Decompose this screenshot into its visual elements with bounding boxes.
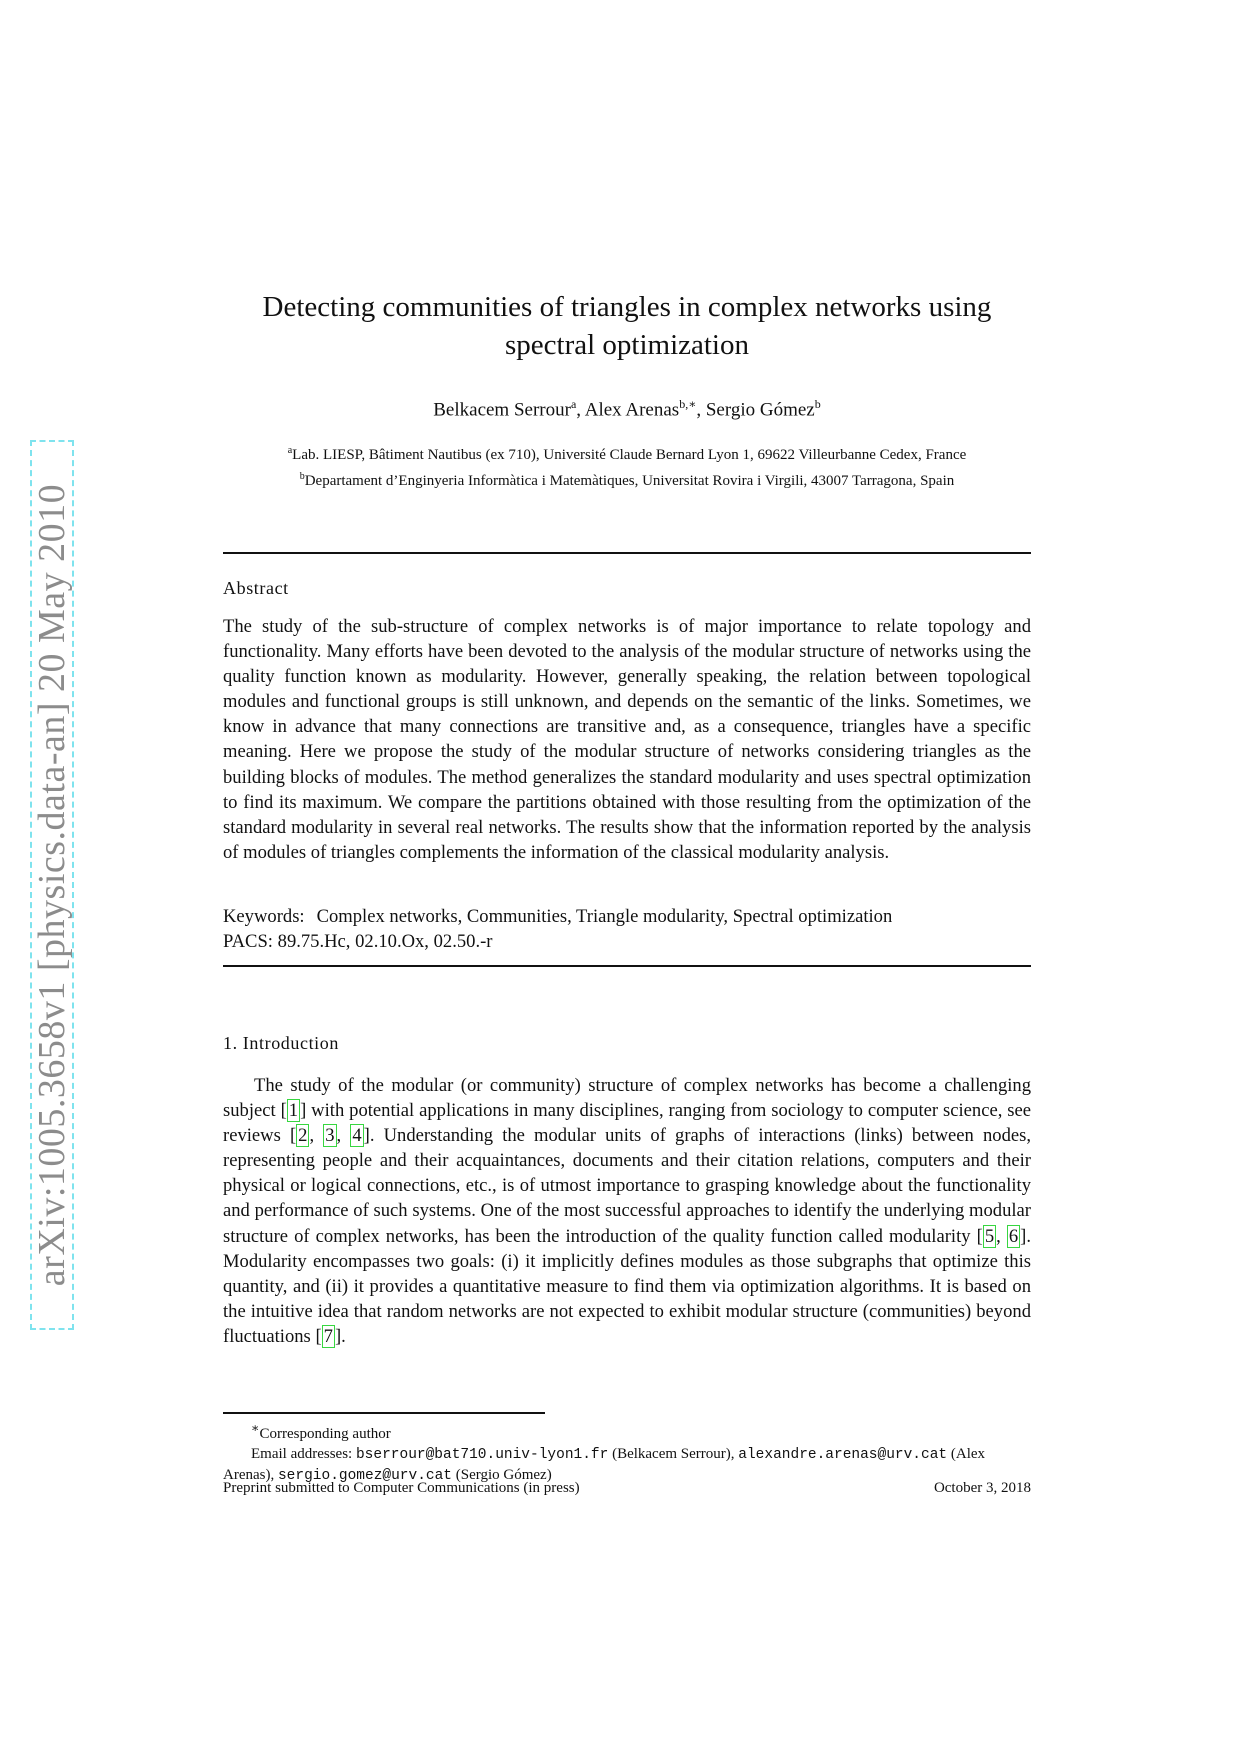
abstract-heading: Abstract — [223, 578, 289, 598]
author-separator: , — [576, 399, 585, 421]
author-name: Alex Arenas — [584, 399, 680, 421]
keywords-text: Complex networks, Communities, Triangle modularity, Spectral optimization — [316, 906, 893, 927]
citation-link[interactable]: 4 — [352, 1125, 362, 1147]
pacs-label: PACS: — [223, 931, 273, 952]
email-label: Email addresses: — [251, 1446, 353, 1462]
email-link[interactable]: sergio.gomez@urv.cat — [277, 1468, 453, 1484]
email-owner: (Sergio Gómez) — [455, 1467, 552, 1483]
citation-link[interactable]: 7 — [323, 1325, 333, 1347]
paper-title — [223, 288, 1031, 364]
affiliation-mark: a — [287, 445, 293, 456]
author-affil-mark: b,∗ — [679, 397, 697, 411]
author-separator: , — [696, 399, 706, 421]
citation-link[interactable]: 1 — [288, 1100, 299, 1122]
pacs-line — [223, 929, 1031, 954]
intro-text: . Modularity encompasses two goals: (i) it implicitly defines modules as those subgraphs that optimize this quantity, and (ii) it provides a quantitative measure to find them via optimization algorithms. It is based on the intuitive idea that random networks are not expected to exhibit modular structure (communities) beyond fluctuations — [223, 1225, 1031, 1347]
corresponding-author-note — [223, 1418, 1031, 1444]
preprint-note: Preprint submitted to Computer Communications (in press) — [223, 1480, 580, 1496]
citation-link[interactable]: 5 — [984, 1225, 995, 1247]
intro-text: . Understanding the modular units of graphs of interactions (links) between nodes, representing people and their acquaintances, documents and their citation relations, computers and their physical or logical connections, etc., is of utmost importance to grasping knowledge about the functionality and performance of such systems. One of the most successful approaches to identify the underlying modular structure of complex networks, has been the introduction of the quality function called modularity — [223, 1125, 1031, 1247]
email-link[interactable]: alexandre.arenas@urv.cat — [738, 1447, 948, 1463]
title-line-2: spectral optimization — [504, 329, 749, 361]
introduction-heading: 1. Introduction — [223, 1033, 339, 1053]
email-owner: (Alex Arenas), — [223, 1446, 986, 1483]
footer-date: October 3, 2018 — [933, 1480, 1031, 1496]
author-list — [223, 397, 1031, 421]
abstract-text: The study of the sub-structure of complex networks is of major importance to relate topology and functionality. Many efforts have been devoted to the analysis of the modular structure of networks using the quality function known as modularity. However, generally speaking, the relation between topological modules and functional groups is still unknown, and depends on the semantic of the links. Sometimes, we know in advance that many connections are transitive and, as a consequence, triangles have a specific meaning. Here we propose the study of the modular structure of networks considering triangles as the building blocks of modules. The method generalizes the standard modularity and uses spectral optimization to find its maximum. We compare the partitions obtained with those resulting from the optimization of the standard modularity in several real networks. The results show that the information reported by the analysis of modules of triangles complements the information of the classical modularity analysis. — [223, 616, 1031, 863]
intro-text: The study of the modular (or community) structure of complex networks has become a challenging subject — [223, 1075, 1031, 1122]
affiliation-text: Lab. LIESP, Bâtiment Nautibus (ex 710), Université Claude Bernard Lyon 1, 69622 Villeurbanne Cedex, France — [292, 447, 967, 463]
footnotes — [223, 1418, 1031, 1486]
abstract-top-rule — [223, 552, 1031, 554]
pacs-text: 89.75.Hc, 02.10.Ox, 02.50.-r — [277, 931, 493, 952]
email-link[interactable]: bserrour@bat710.univ-lyon1.fr — [355, 1447, 609, 1463]
keywords-line — [223, 904, 1031, 929]
intro-text: with potential applications in many disciplines, ranging from sociology to computer science, see reviews — [223, 1100, 1031, 1147]
author-affil-mark: a — [570, 397, 577, 411]
abstract-bottom-rule — [223, 965, 1031, 967]
affiliations — [223, 440, 1031, 492]
page-footer — [223, 1480, 1031, 1497]
keywords-block — [223, 904, 1031, 954]
footnote-mark: ∗ — [251, 1421, 260, 1435]
author-name: Sergio Gómez — [705, 399, 815, 421]
arxiv-sidebar-stamp[interactable] — [30, 440, 74, 1330]
footnote-rule — [223, 1412, 545, 1414]
affiliation-b — [223, 466, 1031, 492]
intro-text: . — [341, 1325, 346, 1347]
affiliation-text: Departament d’Enginyeria Informàtica i Matemàtiques, Universitat Rovira i Virgili, 43007 Tarragona, Spain — [304, 473, 955, 489]
author-affil-mark: b — [814, 397, 821, 411]
author-name: Belkacem Serrour — [433, 399, 571, 421]
corresponding-author-text: Corresponding author — [259, 1426, 391, 1442]
introduction-paragraph: The study of the modular (or community) structure of complex networks has become a challenging subject [ 1 ] with potential applications in many disciplines, ranging from sociology to computer science, see reviews [ 2 , 3 , 4 ]. Understanding the modular units of graphs of interactions (links) between nodes, representing people and their acquaintances, documents and their citation relations, computers and their physical or logical connections, etc., is of utmost importance to grasping knowledge about the functionality and performance of such systems. One of the most successful approaches to identify the underlying modular structure of complex networks, has been the introduction of the quality function called modularity [ 5 , 6 ]. Modularity encompasses two goals: (i) it implicitly defines modules as those subgraphs that optimize this quantity, and (ii) it provides a quantitative measure to find them via optimization algorithms. It is based on the intuitive idea that random networks are not expected to exhibit modular structure (communities) beyond fluctuations [ 7 ]. — [223, 1075, 1031, 1347]
keywords-label: Keywords: — [223, 906, 305, 927]
affiliation-mark: b — [299, 471, 305, 482]
arxiv-identifier: arXiv:1005.3658v1 [physics.data-an] 20 May 2010 — [31, 483, 73, 1287]
citation-link[interactable]: 6 — [1008, 1225, 1019, 1247]
citation-link[interactable]: 2 — [298, 1125, 308, 1147]
affiliation-a — [223, 440, 1031, 466]
citation-link[interactable]: 3 — [325, 1125, 335, 1147]
title-line-1: Detecting communities of triangles in complex networks using — [262, 291, 992, 323]
email-owner: (Belkacem Serrour), — [612, 1446, 735, 1462]
